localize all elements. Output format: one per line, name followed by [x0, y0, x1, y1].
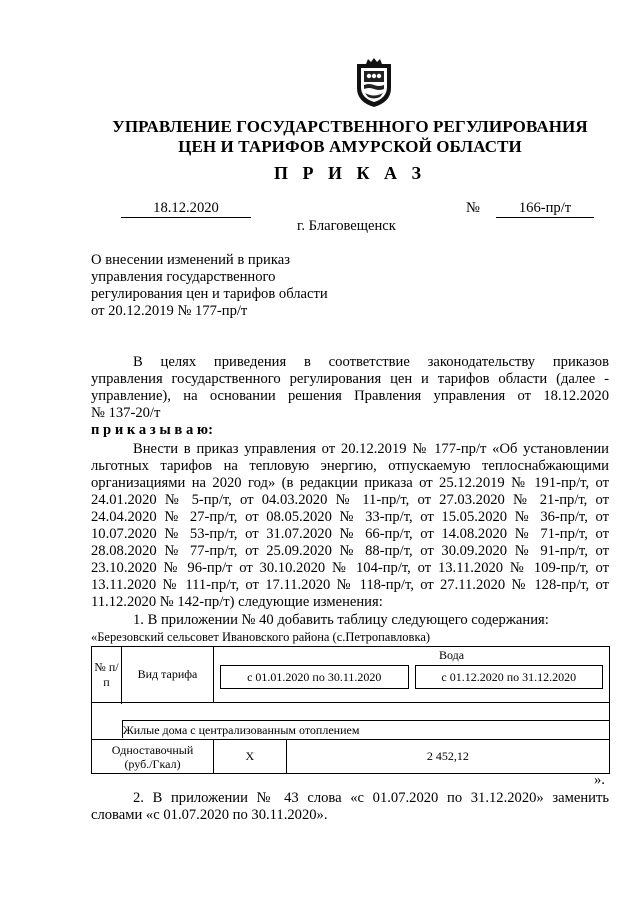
org-name-line2: ЦЕН И ТАРИФОВ АМУРСКОЙ ОБЛАСТИ — [178, 137, 522, 156]
item1-line: 28.08.2020 № 77-пр/т, от 25.09.2020 № 88-пр/т, от 30.09.2020 № 91-пр/т, от — [91, 543, 609, 559]
preamble-line: управление), на основании решения Правления управления от 18.12.2020 — [91, 388, 609, 404]
item1-line: организациями на 2020 год» (в редакции приказа от 25.12.2019 № 191-пр/т, от — [91, 475, 609, 491]
org-name-line1: УПРАВЛЕНИЕ ГОСУДАРСТВЕННОГО РЕГУЛИРОВАНИЯ — [112, 117, 588, 136]
order-word: п р и к а з ы в а ю: — [91, 422, 213, 438]
item1-line: 23.10.2020 № 96-пр/т от 30.10.2020 № 104-пр/т, от 13.11.2020 № 109-пр/т, от — [91, 560, 609, 576]
preamble-line: В целях приведения в соответствие законодательству приказов — [133, 354, 609, 370]
document-date: 18.12.2020 — [121, 200, 251, 218]
table-header-number: № п/п — [92, 647, 122, 703]
item2-line: 2. В приложении № 43 слова «с 01.07.2020 по 31.12.2020» заменить — [133, 790, 609, 806]
value-period-1: Х — [214, 740, 287, 774]
item1-line: 11.12.2020 № 142-пр/т) следующие изменения: — [91, 594, 383, 610]
item1-line: Внести в приказ управления от 20.12.2019 № 177-пр/т «Об установлении — [133, 441, 609, 457]
tariff-table — [91, 646, 610, 774]
preamble-line: управления государственного регулирования цен и тарифов области (далее - — [91, 371, 609, 387]
item1-line: льготных тарифов на тепловую энергию, отпускаемую теплоснабжающими — [91, 458, 609, 474]
number-sign: № — [466, 200, 480, 216]
group-label: Жилые дома с централизованным отоплением — [122, 720, 609, 738]
table-group-row — [92, 703, 610, 740]
closing-quote: ». — [594, 772, 605, 788]
period-1-header: с 01.01.2020 по 30.11.2020 — [220, 665, 409, 689]
water-label: Вода — [438, 648, 465, 662]
item1-line: 24.01.2020 № 5-пр/т, от 04.03.2020 № 11-пр/т, от 27.03.2020 № 21-пр/т, от — [91, 492, 609, 508]
table-header-tariff-type: Вид тарифа — [122, 647, 214, 703]
table-header-water — [214, 647, 610, 703]
document-type: П Р И К А З — [273, 163, 427, 183]
table-caption: «Березовский сельсовет Ивановского района (с.Петропавловка) — [91, 630, 431, 644]
subject-line: регулирования цен и тарифов области — [91, 286, 328, 302]
table-row — [92, 740, 610, 774]
subitem1: 1. В приложении № 40 добавить таблицу следующего содержания: — [133, 612, 549, 628]
preamble-line: № 137-20/т — [91, 405, 161, 421]
item1-line: 24.04.2020 № 27-пр/т, от 08.05.2020 № 33-пр/т, от 15.05.2020 № 36-пр/т, от — [91, 509, 609, 525]
subject-line: О внесении изменений в приказ — [91, 252, 290, 268]
row-label-line: Одноставочный — [111, 742, 194, 757]
value-period-2: 2 452,12 — [286, 740, 609, 774]
subject-line: от 20.12.2019 № 177-пр/т — [91, 303, 248, 319]
city: г. Благовещенск — [297, 218, 396, 234]
subject-line: управления государственного — [91, 269, 276, 285]
row-label-line: (руб./Гкал) — [124, 756, 181, 771]
period-2-header: с 01.12.2020 по 31.12.2020 — [415, 665, 604, 689]
item2-line: словами «с 01.07.2020 по 30.11.2020». — [91, 807, 328, 823]
item1-line: 10.07.2020 № 53-пр/т, от 31.07.2020 № 66-пр/т, от 14.08.2020 № 71-пр/т, от — [91, 526, 609, 542]
item1-line: 13.11.2020 № 111-пр/т, от 17.11.2020 № 118-пр/т, от 27.11.2020 № 128-пр/т, от — [91, 577, 609, 593]
row-tariff-label — [92, 740, 214, 774]
document-number: 166-пр/т — [496, 200, 594, 218]
coat-of-arms-icon — [354, 58, 394, 108]
